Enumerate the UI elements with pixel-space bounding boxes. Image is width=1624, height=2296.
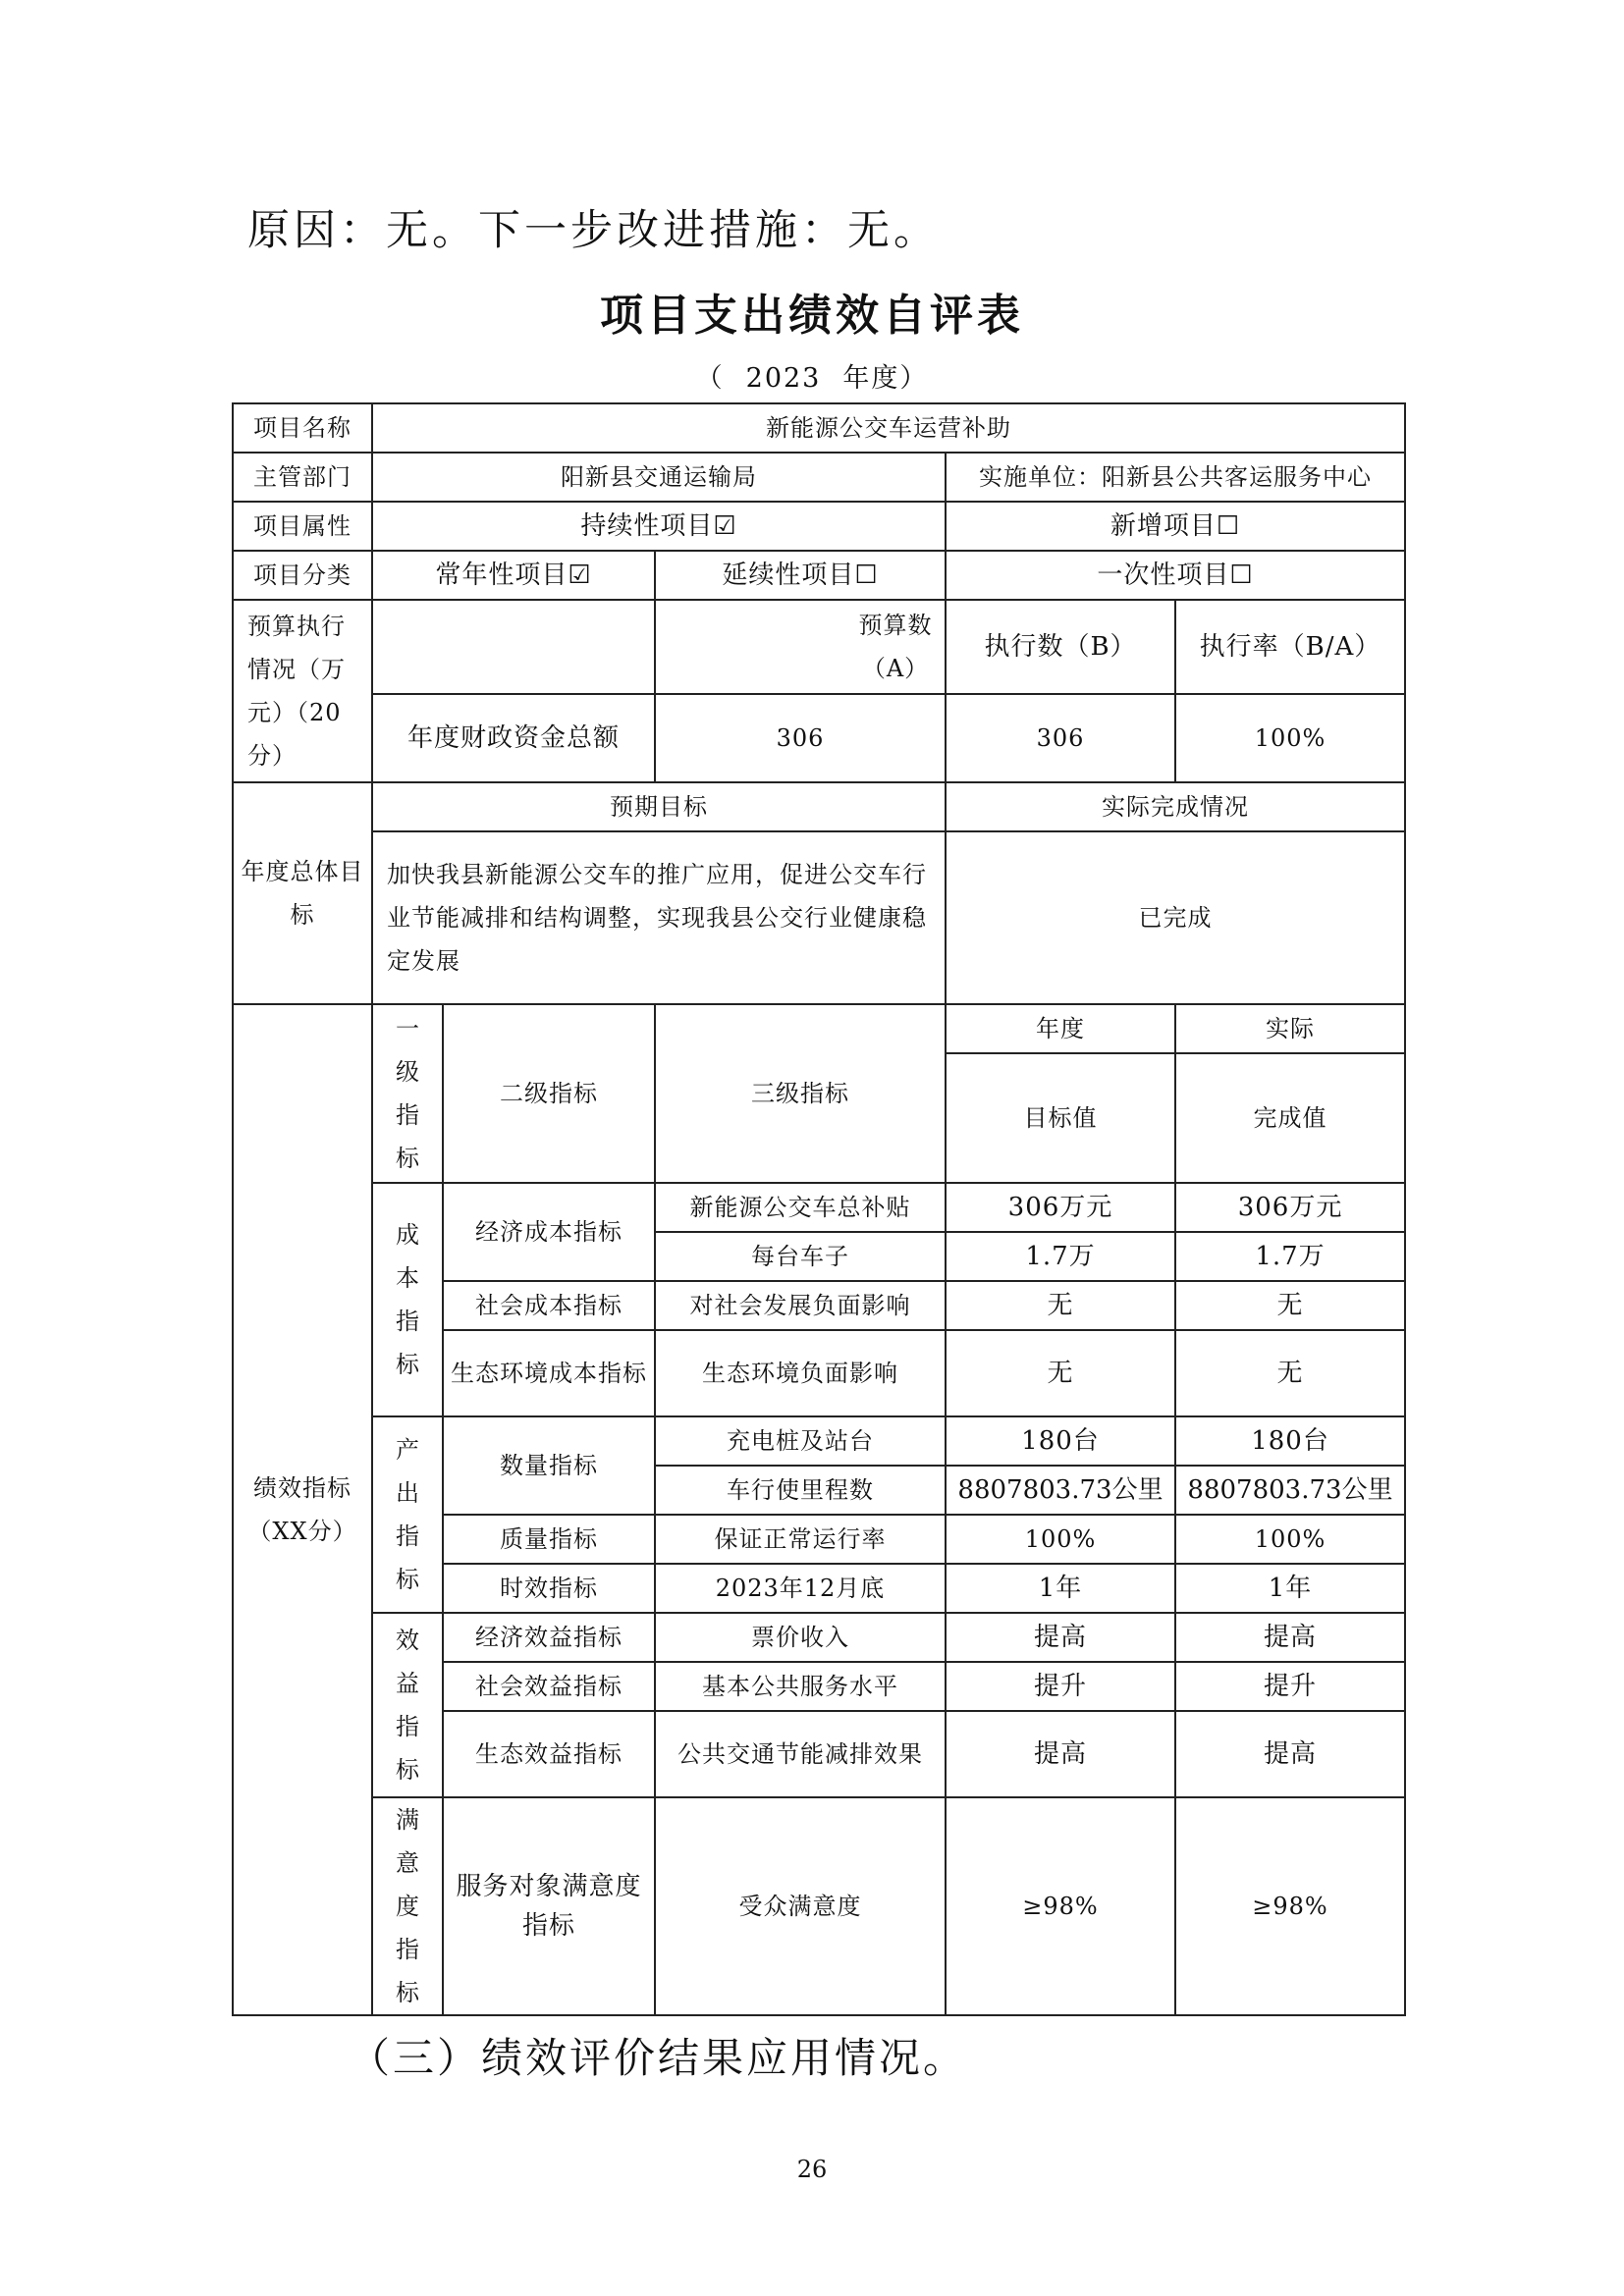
target-value: 306万元	[946, 1183, 1175, 1232]
level2-cell: 经济效益指标	[443, 1613, 655, 1662]
target-value: 1年	[946, 1564, 1175, 1613]
level2-cell: 经济成本指标	[443, 1183, 655, 1281]
target-value: 8807803.73公里	[946, 1466, 1175, 1515]
level3-cell: 受众满意度	[655, 1797, 946, 2015]
table-row	[233, 1004, 1405, 1053]
level2-cell: 数量指标	[443, 1416, 655, 1515]
target-value: 提升	[946, 1662, 1175, 1711]
budget-empty-cell	[372, 600, 655, 694]
level2-cell: 生态效益指标	[443, 1711, 655, 1797]
expected-goal-text: 加快我县新能源公交车的推广应用，促进公交车行业节能减排和结构调整，实现我县公交行业健康稳定发展	[372, 831, 946, 1004]
project-name-label: 项目名称	[233, 403, 372, 453]
exec-value: 306	[946, 694, 1175, 782]
category-regular: 常年性项目☑	[372, 551, 655, 600]
benefit-indicator-label: 效益指标	[396, 1627, 420, 1784]
budget-header: 预算数（A）	[858, 612, 933, 683]
level1-header-cell	[372, 1004, 443, 1183]
rate-header: 执行率（B/A）	[1175, 600, 1405, 694]
table-row	[233, 782, 1405, 831]
level2-cell: 质量指标	[443, 1515, 655, 1564]
table-row	[233, 551, 1405, 600]
level2-cell: 生态环境成本指标	[443, 1330, 655, 1416]
preceding-text: 原因：无。下一步改进措施：无。	[247, 206, 940, 255]
table-row	[233, 600, 1405, 694]
satisfaction-indicator-label: 满意度指标	[396, 1806, 420, 2006]
project-name-value: 新能源公交车运营补助	[372, 403, 1405, 453]
level3-cell: 车行使里程数	[655, 1466, 946, 1515]
level3-cell: 充电桩及站台	[655, 1416, 946, 1466]
year-line	[0, 365, 1624, 392]
budget-header-cell	[655, 600, 946, 694]
level3-cell: 保证正常运行率	[655, 1515, 946, 1564]
actual-value: 1年	[1175, 1564, 1405, 1613]
level2-cell: 服务对象满意度指标	[443, 1797, 655, 2015]
level2-cell: 时效指标	[443, 1564, 655, 1613]
actual-header-top: 实际	[1175, 1004, 1405, 1053]
target-value: ≥98%	[946, 1797, 1175, 2015]
fiscal-total-label: 年度财政资金总额	[372, 694, 655, 782]
actual-value: 8807803.73公里	[1175, 1466, 1405, 1515]
category-label: 项目分类	[233, 551, 372, 600]
year-value: 2023	[745, 363, 822, 394]
level3-cell: 票价收入	[655, 1613, 946, 1662]
year-open: （	[695, 363, 725, 394]
table-title: 项目支出绩效自评表	[600, 291, 1024, 341]
actual-value: 无	[1175, 1330, 1405, 1416]
target-header-bottom: 目标值	[946, 1053, 1175, 1183]
category-extended: 延续性项目☐	[655, 551, 946, 600]
annual-goal-label: 年度总体目标	[233, 782, 372, 1004]
level3-cell: 生态环境负面影响	[655, 1330, 946, 1416]
output-indicator-cell	[372, 1416, 443, 1613]
table-row	[233, 831, 1405, 1004]
level2-header: 二级指标	[443, 1004, 655, 1183]
attribute-continuing: 持续性项目☑	[372, 502, 946, 551]
implementing-unit: 实施单位：阳新县公共客运服务中心	[946, 453, 1405, 502]
actual-value: 306万元	[1175, 1183, 1405, 1232]
actual-completion-text: 已完成	[946, 831, 1405, 1004]
output-indicator-label: 产出指标	[396, 1436, 420, 1593]
budget-value: 306	[655, 694, 946, 782]
target-value: 180台	[946, 1416, 1175, 1466]
table-row	[233, 453, 1405, 502]
target-value: 提高	[946, 1711, 1175, 1797]
level3-cell: 新能源公交车总补贴	[655, 1183, 946, 1232]
level3-cell: 2023年12月底	[655, 1564, 946, 1613]
benefit-indicator-cell	[372, 1613, 443, 1797]
target-value: 100%	[946, 1515, 1175, 1564]
table-row	[233, 502, 1405, 551]
indicators-label: 绩效指标	[253, 1474, 352, 1502]
cost-indicator-cell	[372, 1183, 443, 1416]
attribute-new: 新增项目☐	[946, 502, 1405, 551]
department-value: 阳新县交通运输局	[372, 453, 946, 502]
expected-goal-header: 预期目标	[372, 782, 946, 831]
target-value: 1.7万	[946, 1232, 1175, 1281]
performance-evaluation-table	[232, 402, 1406, 2016]
actual-value: 提升	[1175, 1662, 1405, 1711]
attribute-label: 项目属性	[233, 502, 372, 551]
level3-cell: 基本公共服务水平	[655, 1662, 946, 1711]
page-number: 26	[796, 2156, 828, 2183]
actual-value: ≥98%	[1175, 1797, 1405, 2015]
target-value: 无	[946, 1281, 1175, 1330]
table-row	[233, 694, 1405, 782]
level3-cell: 每台车子	[655, 1232, 946, 1281]
year-label: 年度）	[842, 363, 929, 394]
rate-value: 100%	[1175, 694, 1405, 782]
actual-value: 提高	[1175, 1711, 1405, 1797]
exec-header: 执行数（B）	[946, 600, 1175, 694]
target-value: 提高	[946, 1613, 1175, 1662]
indicators-label-cell	[233, 1004, 372, 2015]
department-label: 主管部门	[233, 453, 372, 502]
actual-value: 1.7万	[1175, 1232, 1405, 1281]
level3-header: 三级指标	[655, 1004, 946, 1183]
level3-cell: 公共交通节能减排效果	[655, 1711, 946, 1797]
level2-cell: 社会成本指标	[443, 1281, 655, 1330]
actual-value: 无	[1175, 1281, 1405, 1330]
category-one-time: 一次性项目☐	[946, 551, 1405, 600]
indicators-score: （XX分）	[247, 1518, 357, 1545]
actual-value: 提高	[1175, 1613, 1405, 1662]
level1-header: 一级指标	[396, 1015, 420, 1172]
level2-cell: 社会效益指标	[443, 1662, 655, 1711]
target-header-top: 年度	[946, 1004, 1175, 1053]
table-row	[233, 1416, 1405, 1466]
section-heading: （三）绩效评价结果应用情况。	[349, 2034, 968, 2082]
table-row	[233, 1183, 1405, 1232]
satisfaction-indicator-cell	[372, 1797, 443, 2015]
cost-indicator-label: 成本指标	[396, 1221, 420, 1378]
actual-value: 180台	[1175, 1416, 1405, 1466]
actual-header-bottom: 完成值	[1175, 1053, 1405, 1183]
actual-completion-header: 实际完成情况	[946, 782, 1405, 831]
table-row	[233, 403, 1405, 453]
level3-cell: 对社会发展负面影响	[655, 1281, 946, 1330]
target-value: 无	[946, 1330, 1175, 1416]
budget-label: 预算执行情况（万元）（20分）	[233, 600, 372, 782]
table-row	[233, 1613, 1405, 1662]
actual-value: 100%	[1175, 1515, 1405, 1564]
table-row	[233, 1797, 1405, 2015]
